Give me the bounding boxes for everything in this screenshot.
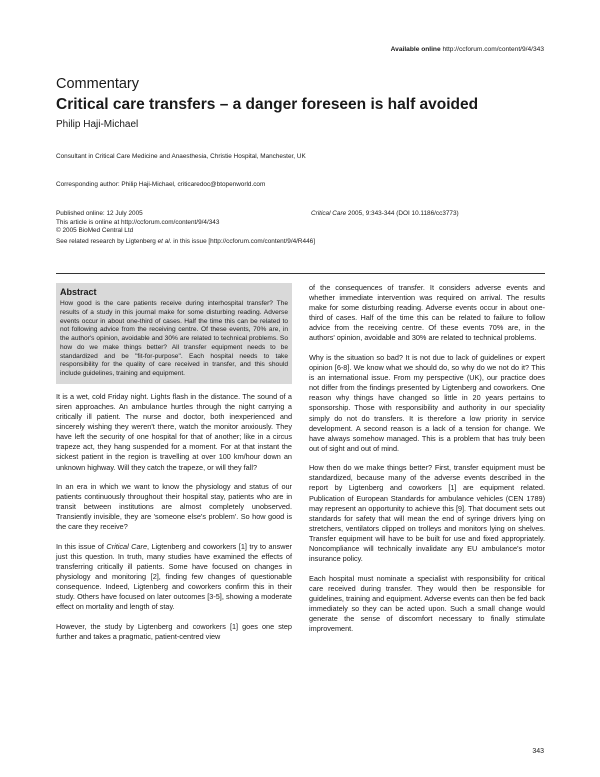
citation-journal: Critical Care: [311, 210, 347, 217]
related-after: in this issue [http://ccforum.com/content/9/4/R446]: [171, 238, 315, 245]
page-number: 343: [532, 748, 544, 755]
left-paragraph-3: [56, 542, 292, 613]
header-divider: [56, 273, 545, 274]
right-paragraph-3: How then do we make things better? First, transfer equipment must be standardized, because many of the adverse events described in the report by Ligtenberg and coworkers [1] are equipment related. Publication of European Standards for ambulance vehicles (CEN 1789) may represent an opportunity to achieve this [9]. That document sets out standards for safety that will mean the end of syringe drivers lying on stretchers, ventilators clipped on trolleys and monitors lying on shelves. Transfer equipment will have to be built for use and fixed appropriately. Noncompliance will technically invalidate any EU ambulance's motor insurance policy.: [309, 463, 545, 564]
p3-after: , Ligtenberg and coworkers [1] try to answer just this question. In truth, many studies have examined the effects of transferring critically ill patients. Some have focused on changes in physiology and monitoring [2], finding few changes of questionable consequence. Indeed, Ligtenberg and coworkers confirm this in their study. Others have focused on later outcomes [3-5], showing a moderate effect on mortality and length of stay.: [56, 541, 292, 612]
left-paragraph-2: In an era in which we want to know the physiology and status of our patients continuously throughout their hospital stay, patients who are in transit between institutions are almost completely unobserved. Transiently invisible, they are 'someone else's problem'. So how good is the care they receive?: [56, 481, 292, 532]
copyright: © 2005 BioMed Central Ltd: [56, 227, 134, 235]
available-online-url[interactable]: http://ccforum.com/content/9/4/343: [442, 46, 544, 53]
p3-before: In this issue of: [56, 541, 107, 551]
right-column: [309, 283, 545, 634]
abstract-box: [56, 283, 292, 384]
author-affiliation: Consultant in Critical Care Medicine and Anaesthesia, Christie Hospital, Manchester, UK: [56, 153, 306, 160]
abstract-heading: Abstract: [60, 287, 97, 297]
section-label: Commentary: [56, 76, 139, 92]
related-before: See related research by Ligtenberg: [56, 238, 158, 245]
right-paragraph-2: Why is the situation so bad? It is not due to lack of guidelines or expert opinion [6-8]. We know what we should do, so why do we not do it? This is an international issue. From my perspective (UK), our practice does not differ from the findings presented by Ligtenberg and coworkers. One reason why things have changed so little in 20 years pertains to sponsorship. Those with responsibility and authority in our speciality simply do not do transfers. It is therefore a low priority in service development. A second reason is a lack of a tension for change. We have always somehow managed. This is a problem that has truly been out of sight and out of mind.: [309, 352, 545, 453]
author-name: Philip Haji-Michael: [56, 119, 139, 130]
left-paragraph-1: It is a wet, cold Friday night. Lights flash in the distance. The sound of a siren approaches. An ambulance hurtles through the night carrying a critically ill patient. The nurse and doctor, both inexperienced and sincerely wishing they weren't there, watch the monitor anxiously. They have left the security of one hospital for that of another; like in a circus trapeze act, they hang suspended for a moment. For at that instant the sickest patient in the region is travelling at over 100 km/hour down an unknown highway. Will they catch the trapeze, or will they fall?: [56, 391, 292, 472]
corresponding-author: Corresponding author: Philip Haji-Michael, criticaredoc@btopenworld.com: [56, 181, 266, 188]
available-online-line: [391, 46, 544, 53]
related-etal: et al.: [157, 238, 172, 245]
right-paragraph-1: of the consequences of transfer. It considers adverse events and whether immediate intervention was required on arrival. The results make for some disturbing reading. Adverse events occur in about one-third of cases. Half of the time this can be related to failure to follow advice from the receiving centre. Of these events 70% are, in the authors' opinion, avoidable and 30% are related to technical problems.: [309, 283, 545, 343]
publication-info: [56, 210, 219, 236]
left-column: [56, 283, 292, 642]
citation: [311, 210, 459, 217]
article-title: Critical care transfers – a danger foreseen is half avoided: [56, 96, 479, 113]
online-at: This article is online at http://ccforum.com/content/9/4/343: [56, 218, 220, 226]
right-paragraph-4: Each hospital must nominate a specialist with responsibility for critical care received during transfer. They would then be responsible for guidelines, training and equipment. Adverse events can then be fed back immediately so they can be acted upon. Such a small change would generate the sense of discomfort necessary to finally stimulate improvement.: [309, 573, 545, 634]
p3-journal: Critical Care: [106, 541, 147, 551]
abstract-text: How good is the care patients receive during interhospital transfer? The results of a study in this journal make for some disturbing reading. Adverse events occur in about one-third of cases. Half the time this can be related to not following advice from the receiving centre. Of these events, 70% are, in the author's opinion, avoidable and 30% are related to technical problems. So how do we make things better? All transfer equipment needs to be standardized and be "fit-for-purpose". Each hospital needs to take responsibility for the quality of care received in transfer, and this should include guidelines, training and equipment.: [60, 300, 288, 378]
related-research: [56, 238, 315, 245]
published-date: Published online: 12 July 2005: [56, 210, 143, 217]
citation-details: 2005, 9:343-344 (DOI 10.1186/cc3773): [346, 210, 459, 217]
left-paragraph-4: However, the study by Ligtenberg and coworkers [1] goes one step further and takes a pragmatic, patient-centred view: [56, 621, 292, 641]
available-online-label: Available online: [390, 46, 441, 53]
